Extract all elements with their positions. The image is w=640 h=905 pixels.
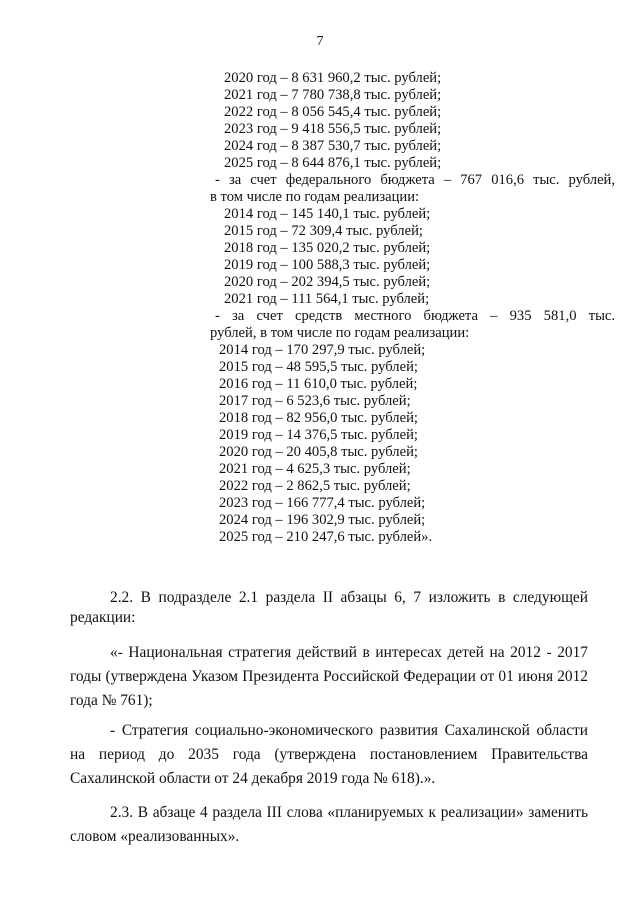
federal-budget-heading: - за счет федерального бюджета – 767 016,6 тыс. рублей,: [215, 172, 615, 188]
quote-1-line1: «- Национальная стратегия действий в интересах детей на 2012 - 2017: [110, 644, 588, 661]
list-item: 2014 год – 170 297,9 тыс. рублей;: [219, 342, 426, 358]
list-item: 2019 год – 100 588,3 тыс. рублей;: [224, 257, 431, 273]
list-item: 2015 год – 48 595,5 тыс. рублей;: [219, 359, 418, 375]
list-item: 2021 год – 7 780 738,8 тыс. рублей;: [224, 87, 442, 103]
quote-2-line2: на период до 2035 года (утверждена постановлением Правительства: [70, 746, 588, 763]
list-item: 2024 год – 196 302,9 тыс. рублей;: [219, 512, 426, 528]
list-item: 2018 год – 82 956,0 тыс. рублей;: [219, 410, 418, 426]
local-budget-heading-cont: рублей, в том числе по годам реализации:: [210, 325, 470, 341]
list-item: 2016 год – 11 610,0 тыс. рублей;: [219, 376, 418, 392]
list-item: 2022 год – 2 862,5 тыс. рублей;: [219, 478, 411, 494]
list-item: 2018 год – 135 020,2 тыс. рублей;: [224, 240, 431, 256]
list-item: 2023 год – 166 777,4 тыс. рублей;: [219, 495, 426, 511]
federal-budget-heading-cont: в том числе по годам реализации:: [210, 189, 420, 205]
quote-2-line3: Сахалинской области от 24 декабря 2019 года № 618).».: [70, 770, 436, 787]
list-item: 2019 год – 14 376,5 тыс. рублей;: [219, 427, 418, 443]
list-item: 2020 год – 202 394,5 тыс. рублей;: [224, 274, 431, 290]
quote-1-line3: года № 761);: [70, 692, 153, 709]
section-2-2-line2: редакции:: [70, 609, 136, 626]
list-item: 2025 год – 210 247,6 тыс. рублей».: [219, 529, 433, 545]
list-item: 2020 год – 20 405,8 тыс. рублей;: [219, 444, 418, 460]
list-item: 2014 год – 145 140,1 тыс. рублей;: [224, 206, 431, 222]
list-item: 2024 год – 8 387 530,7 тыс. рублей;: [224, 138, 442, 154]
page-number: 7: [316, 34, 324, 49]
list-item: 2023 год – 9 418 556,5 тыс. рублей;: [224, 121, 442, 137]
quote-1-line2: годы (утверждена Указом Президента Российской Федерации от 01 июня 2012: [70, 668, 588, 685]
local-budget-heading: - за счет средств местного бюджета – 935 581,0 тыс.: [215, 308, 615, 324]
list-item: 2020 год – 8 631 960,2 тыс. рублей;: [224, 70, 442, 86]
list-item: 2021 год – 4 625,3 тыс. рублей;: [219, 461, 411, 477]
quote-2-line1: - Стратегия социально-экономического развития Сахалинской области: [110, 722, 588, 739]
section-2-2-line1: 2.2. В подразделе 2.1 раздела II абзацы 6, 7 изложить в следующей: [110, 589, 588, 606]
list-item: 2021 год – 111 564,1 тыс. рублей;: [224, 291, 430, 307]
list-item: 2022 год – 8 056 545,4 тыс. рублей;: [224, 104, 442, 120]
section-2-3-line2: словом «реализованных».: [70, 828, 240, 845]
list-item: 2017 год – 6 523,6 тыс. рублей;: [219, 393, 411, 409]
section-2-3-line1: 2.3. В абзаце 4 раздела III слова «планируемых к реализации» заменить: [110, 804, 588, 821]
list-item: 2025 год – 8 644 876,1 тыс. рублей;: [224, 155, 442, 171]
list-item: 2015 год – 72 309,4 тыс. рублей;: [224, 223, 423, 239]
